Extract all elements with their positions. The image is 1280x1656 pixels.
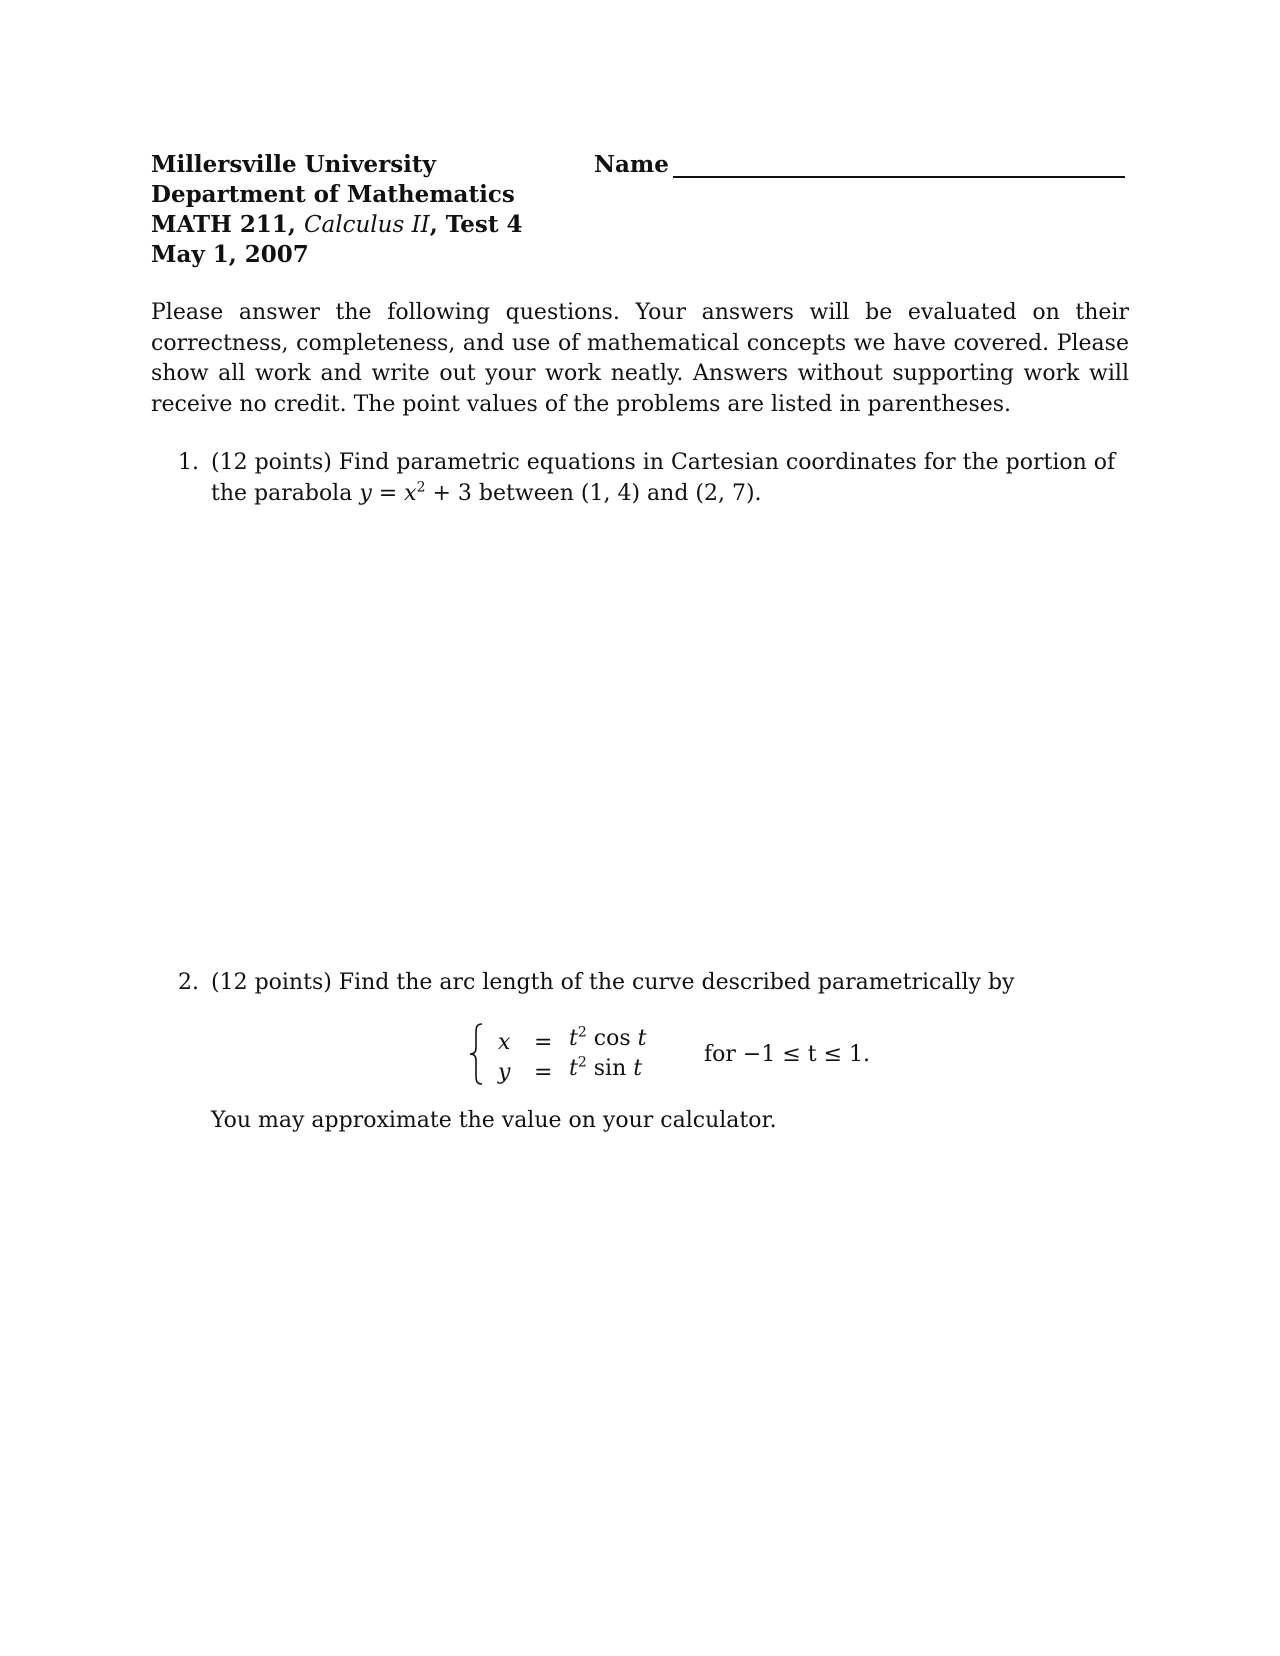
rhs-argument: t: [633, 1056, 643, 1081]
rhs-base: t: [569, 1026, 578, 1051]
parameter-range: for −1 ≤ t ≤ 1.: [704, 1042, 870, 1067]
problem-1: [178, 448, 1129, 509]
left-brace: [468, 1022, 484, 1086]
department-name: Department of Mathematics: [151, 181, 515, 208]
exam-date: May 1, 2007: [151, 241, 309, 268]
rhs-function: cos: [586, 1026, 638, 1051]
row2-equals: =: [534, 1060, 553, 1085]
rhs-argument: t: [637, 1026, 647, 1051]
problem-text: (12 points) Find the arc length of the curve described parametrically by: [211, 970, 1015, 995]
math-expression: y = x: [359, 480, 417, 506]
parametric-system: [468, 1022, 888, 1090]
problem-text-part: (12 points) Find parametric equations in Cartesian coordinates for the portion of the parabola: [211, 450, 1116, 506]
row1-rhs: [569, 1026, 646, 1051]
rhs-function: sin: [586, 1056, 634, 1081]
test-label: , Test 4: [429, 211, 523, 238]
course-title: Calculus II: [303, 212, 430, 238]
row1-equals: =: [534, 1030, 553, 1055]
course-line: [151, 210, 522, 240]
exponent: 2: [416, 479, 426, 496]
course-code: MATH 211,: [151, 211, 296, 238]
problem-number: 1.: [178, 450, 199, 475]
university-name: Millersville University: [151, 151, 436, 178]
row1-variable: x: [498, 1030, 511, 1055]
row2-variable: y: [498, 1060, 511, 1085]
name-blank-line[interactable]: [673, 176, 1125, 178]
row2-rhs: [569, 1056, 642, 1081]
exponent: 2: [577, 1024, 587, 1041]
exam-header: [151, 150, 522, 270]
problem-2: [178, 968, 1129, 999]
problem-text-part: + 3 between (1, 4) and (2, 7).: [425, 480, 762, 506]
rhs-base: t: [569, 1056, 578, 1081]
exponent: 2: [577, 1054, 587, 1071]
name-label: Name: [594, 151, 669, 178]
instructions-paragraph: Please answer the following questions. Your answers will be evaluated on their correctness, completeness, and use of mathematical concepts we have covered. Please show all work and write out your work neatly. Answers without supporting work will receive no credit. The point values of the problems are listed in parentheses.: [151, 300, 1129, 417]
problem-text: [211, 448, 1129, 509]
calculator-note: You may approximate the value on your calculator.: [211, 1108, 777, 1133]
problem-number: 2.: [178, 970, 199, 995]
